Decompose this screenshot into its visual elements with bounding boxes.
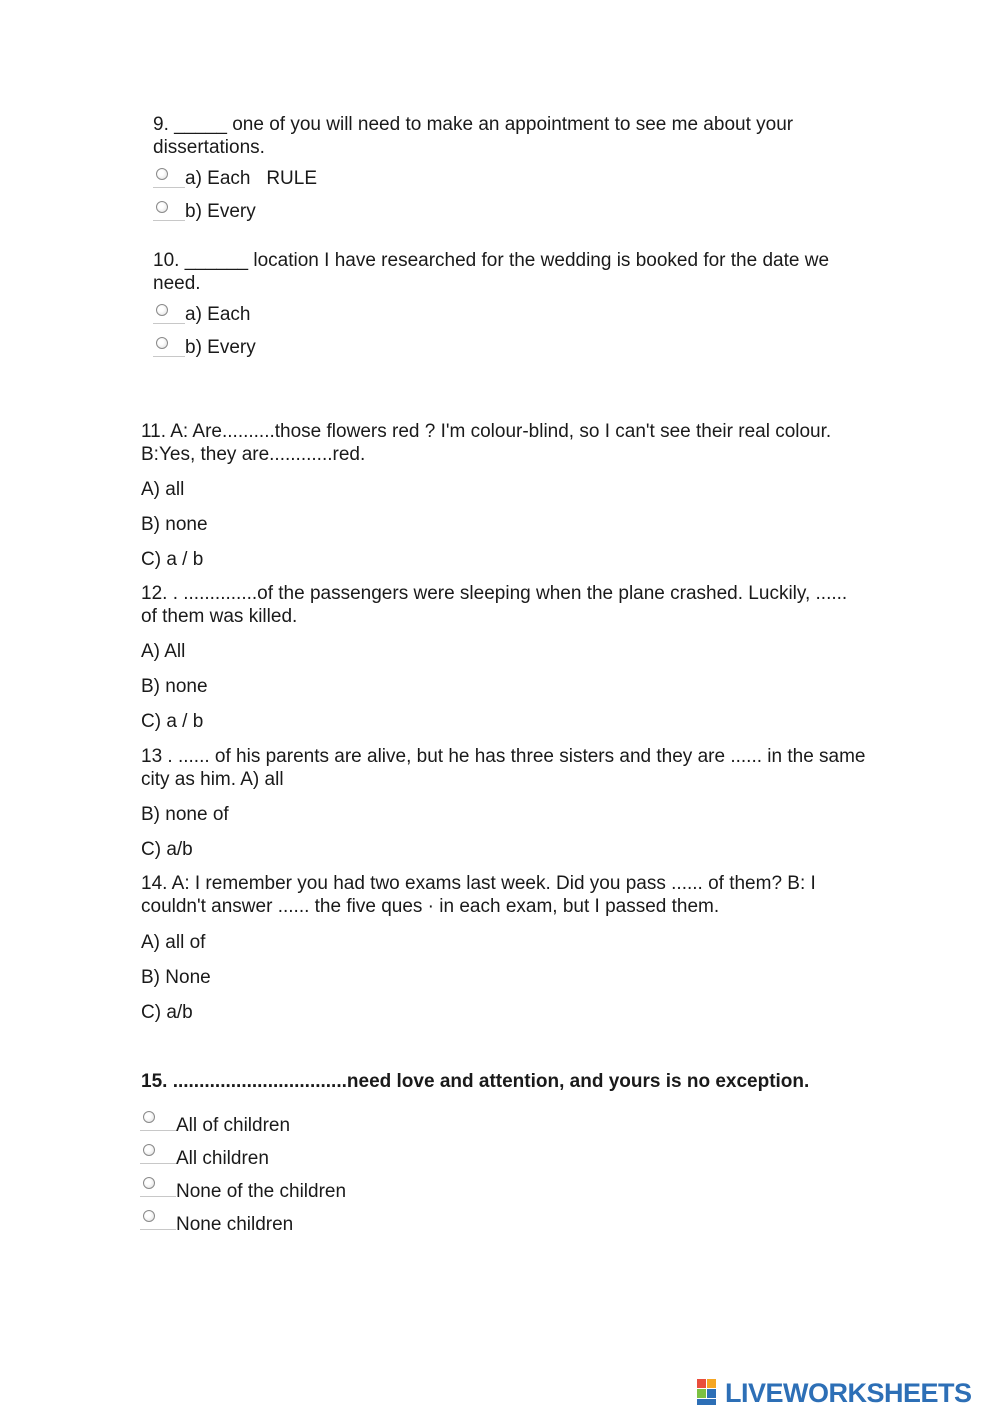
radio-button[interactable]	[140, 1110, 176, 1134]
question-11-text: 11. A: Are..........those flowers red ? I'm colour-blind, so I can't see their real colour. B:Yes, they are............red.	[141, 421, 832, 465]
q15-option-4[interactable]	[140, 1209, 346, 1233]
q11-option-a: A) all	[141, 479, 185, 500]
question-12-text: 12. . ..............of the passengers were sleeping when the plane crashed. Luckily, ...... of them was killed.	[141, 583, 848, 627]
option-label: b) Every	[185, 337, 256, 358]
question-12	[141, 582, 866, 628]
q12-option-c: C) a / b	[141, 711, 204, 732]
q9-option-a[interactable]	[153, 167, 853, 191]
radio-button[interactable]	[140, 1209, 176, 1233]
option-label: a) Each RULE	[185, 168, 317, 189]
radio-circle-icon	[143, 1177, 155, 1189]
option-label: None children	[176, 1213, 294, 1235]
radio-button[interactable]	[153, 167, 185, 191]
radio-circle-icon	[143, 1210, 155, 1222]
question-15-text: 15. .................................need love and attention, and yours is no exception.	[141, 1071, 810, 1092]
q12-option-a: A) All	[141, 641, 186, 662]
radio-button[interactable]	[140, 1143, 176, 1167]
question-15	[141, 1070, 881, 1093]
question-10	[153, 249, 853, 360]
radio-circle-icon	[156, 337, 168, 349]
question-14-text: 14. A: I remember you had two exams last week. Did you pass ...... of them? B: I couldn't answer ...... the five ques · in each exam, but I passed them.	[141, 873, 816, 917]
option-label: All children	[176, 1147, 269, 1169]
option-label: All of children	[176, 1114, 291, 1136]
q15-options	[140, 1110, 346, 1233]
question-13-text: 13 . ...... of his parents are alive, but he has three sisters and they are ...... in the same city as him. A) all	[141, 746, 866, 790]
q13-option-c: C) a/b	[141, 839, 193, 860]
radio-circle-icon	[143, 1111, 155, 1123]
q13-option-b: B) none of	[141, 804, 229, 825]
q15-option-3[interactable]	[140, 1176, 346, 1200]
q14-option-c: C) a/b	[141, 1002, 193, 1023]
radio-circle-icon	[156, 304, 168, 316]
q14-option-b: B) None	[141, 967, 211, 988]
liveworksheets-logo	[697, 1376, 972, 1410]
radio-circle-icon	[156, 168, 168, 180]
radio-button[interactable]	[153, 200, 185, 224]
q11-option-c: C) a / b	[141, 549, 204, 570]
radio-button[interactable]	[153, 303, 185, 327]
q11-option-b: B) none	[141, 514, 208, 535]
option-label: None of the children	[176, 1180, 347, 1202]
q10-option-b[interactable]	[153, 336, 853, 360]
question-9	[153, 113, 853, 224]
radio-button[interactable]	[153, 336, 185, 360]
option-label: b) Every	[185, 201, 256, 222]
question-10-text: 10. ______ location I have researched for the wedding is booked for the date we need.	[153, 250, 830, 294]
question-9-text: 9. _____ one of you will need to make an appointment to see me about your dissertations.	[153, 114, 794, 158]
q15-option-2[interactable]	[140, 1143, 346, 1167]
q9-option-b[interactable]	[153, 200, 853, 224]
question-11	[141, 420, 866, 466]
question-14	[141, 872, 866, 918]
q15-option-1[interactable]	[140, 1110, 346, 1134]
q14-option-a: A) all of	[141, 932, 206, 953]
radio-button[interactable]	[140, 1176, 176, 1200]
brand-name: LIVEWORKSHEETS	[725, 1377, 972, 1408]
q10-option-a[interactable]	[153, 303, 853, 327]
radio-circle-icon	[143, 1144, 155, 1156]
q12-option-b: B) none	[141, 676, 208, 697]
question-13	[141, 745, 866, 791]
option-label: a) Each	[185, 304, 251, 325]
liveworksheets-mark-icon	[697, 1379, 723, 1407]
radio-circle-icon	[156, 201, 168, 213]
